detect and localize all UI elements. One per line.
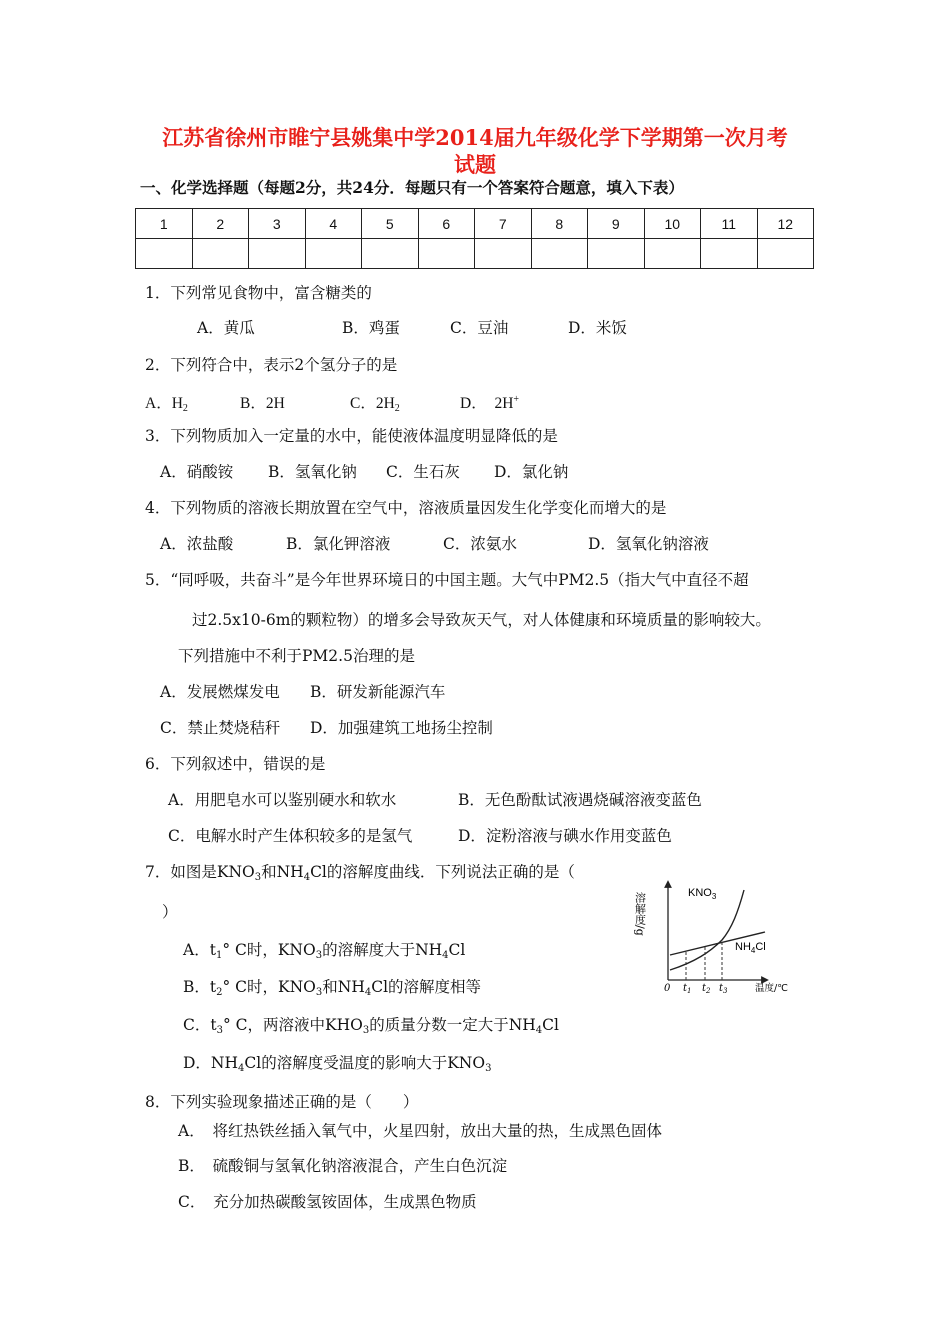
answer-cell[interactable]: [418, 239, 475, 269]
answer-header-cell: 6: [418, 209, 475, 239]
q7-a-text: A．t: [183, 941, 216, 959]
answer-cell[interactable]: [531, 239, 588, 269]
q7-a-text: 的溶解度大于NH: [322, 941, 443, 959]
question-7-stem: [145, 862, 575, 888]
q1-option-b: B．鸡蛋: [342, 319, 400, 337]
q7-c-sub: 3: [216, 1025, 223, 1036]
answer-header-cell: 10: [644, 209, 701, 239]
q7-b-sub: 4: [364, 987, 372, 998]
question-6-options-row-2: [168, 826, 672, 846]
q5-option-c: C．禁止焚烧秸秆: [160, 719, 281, 737]
x-axis-label: 温度/℃: [755, 983, 788, 994]
q2-option-a-sub: 2: [182, 403, 188, 414]
q7-a-text: ° C时，KNO: [222, 941, 316, 959]
q7-option-b: [183, 977, 481, 1003]
title-line-2: 试题: [454, 152, 496, 177]
q2-option-c-sub: 2: [394, 403, 400, 414]
q7-stem-sub: 4: [303, 872, 311, 883]
answer-cell[interactable]: [305, 239, 362, 269]
answer-table-header-row: [136, 209, 814, 239]
answer-header-cell: 1: [136, 209, 193, 239]
q3-option-c: C．生石灰: [386, 463, 460, 481]
answer-cell[interactable]: [644, 239, 701, 269]
q7-b-text: Cl的溶解度相等: [371, 978, 482, 996]
question-6-stem: 6．下列叙述中，错误的是: [145, 755, 326, 773]
answer-header-cell: 8: [531, 209, 588, 239]
q2-option-a: [145, 394, 240, 419]
answer-cell[interactable]: [588, 239, 645, 269]
q1-option-d: D．米饭: [568, 319, 627, 337]
solubility-curve-chart: [633, 880, 815, 995]
title-line-1: 江苏省徐州市睢宁县姚集中学2014届九年级化学下学期第一次月考: [162, 125, 788, 150]
answer-header-cell: 7: [475, 209, 532, 239]
q7-stem-sub: 3: [254, 872, 262, 883]
q7-b-text: B．t: [183, 978, 217, 996]
series-line-kno3: [670, 890, 744, 970]
q7-option-d: [183, 1053, 491, 1079]
answer-cell[interactable]: [362, 239, 419, 269]
q6-option-a: A．用肥皂水可以鉴别硬水和软水: [168, 791, 397, 809]
q7-d-text: D．NH: [183, 1054, 239, 1072]
answer-cell[interactable]: [249, 239, 306, 269]
q4-option-b: B．氯化钾溶液: [286, 535, 391, 553]
question-2-options: [145, 390, 519, 419]
answer-table-input-row: [136, 239, 814, 269]
question-2-stem: 2．下列符合中，表示2个氢分子的是: [145, 356, 398, 374]
q3-option-b: B．氢氧化钠: [268, 463, 357, 481]
q7-stem-text: 和NH: [261, 863, 304, 881]
answer-cell[interactable]: [701, 239, 758, 269]
question-3-options: [160, 462, 568, 482]
question-1-options: [197, 318, 627, 338]
q7-c-text: ° C，两溶液中KHO: [222, 1016, 363, 1034]
q2-option-b: B．2H: [240, 395, 285, 412]
answer-header-cell: 9: [588, 209, 645, 239]
answer-header-cell: 4: [305, 209, 362, 239]
question-4-stem: 4．下列物质的溶液长期放置在空气中，溶液质量因发生化学变化而增大的是: [145, 499, 667, 517]
q7-c-sub: 3: [362, 1025, 370, 1036]
q3-option-a: A．硝酸铵: [160, 463, 234, 481]
q6-option-b: B．无色酚酞试液遇烧碱溶液变蓝色: [458, 791, 702, 809]
q7-c-text: Cl: [542, 1016, 559, 1034]
q7-d-text: Cl的溶解度受温度的影响大于KNO: [244, 1054, 486, 1072]
question-6-options-row-1: [168, 790, 702, 810]
answer-cell[interactable]: [475, 239, 532, 269]
q2-option-d-sup: +: [513, 394, 520, 405]
q1-option-c: C．豆油: [450, 319, 509, 337]
question-5-stem-line-1: 5．“同呼吸，共奋斗”是今年世界环境日的中国主题。大气中PM2.5（指大气中直径不超: [145, 571, 749, 589]
q2-option-d-text: D． 2H: [460, 395, 514, 412]
x-tick-label: $t_1$: [683, 983, 692, 995]
q7-c-sub: 4: [535, 1025, 543, 1036]
answer-cell[interactable]: [136, 239, 193, 269]
q7-b-text: 和NH: [322, 978, 365, 996]
answer-cell[interactable]: [757, 239, 814, 269]
q5-option-d: D．加强建筑工地扬尘控制: [310, 719, 493, 737]
question-1-stem: 1．下列常见食物中，富含糖类的: [145, 284, 372, 302]
series-label-kno3: $KNO_3$: [688, 887, 717, 901]
q7-b-sub: 2: [216, 987, 223, 998]
q2-option-a-text: A．H: [145, 395, 183, 412]
q7-d-sub: 3: [485, 1063, 492, 1074]
q4-option-d: D．氢氧化钠溶液: [588, 535, 709, 553]
question-8-stem: 8．下列实验现象描述正确的是（ ）: [145, 1093, 419, 1111]
q7-stem-text: Cl的溶解度曲线．下列说法正确的是（: [310, 863, 575, 881]
question-4-options: [160, 534, 709, 554]
section-heading: 一、化学选择题（每题2分，共24分．每题只有一个答案符合题意，填入下表）: [140, 178, 684, 197]
q7-b-text: ° C时，KNO: [222, 978, 316, 996]
x-tick-label: $t_3$: [719, 983, 728, 995]
q8-option-b: B． 硫酸铜与氢氧化钠溶液混合，产生白色沉淀: [178, 1157, 508, 1175]
q7-c-text: 的质量分数一定大于NH: [369, 1016, 536, 1034]
q7-a-sub: 1: [215, 950, 223, 961]
q2-option-c-text: C．2H: [350, 395, 395, 412]
question-5-stem-line-3: 下列措施中不利于PM2.5治理的是: [178, 647, 415, 665]
q7-b-sub: 3: [315, 987, 323, 998]
answer-header-cell: 11: [701, 209, 758, 239]
q8-option-c: C． 充分加热碳酸氢铵固体，生成黑色物质: [178, 1193, 477, 1211]
q2-option-c: [350, 394, 460, 419]
q5-option-a: A．发展燃煤发电: [160, 683, 280, 701]
q7-option-c: [183, 1015, 559, 1041]
q5-option-b: B．研发新能源汽车: [310, 683, 446, 701]
q4-option-a: A．浓盐酸: [160, 535, 234, 553]
document-title: [100, 124, 850, 178]
question-5-options-row-1: [160, 682, 445, 702]
q7-d-sub: 4: [238, 1063, 245, 1074]
q8-option-a: A． 将红热铁丝插入氧气中，火星四射，放出大量的热，生成黑色固体: [178, 1122, 662, 1140]
answer-cell[interactable]: [192, 239, 249, 269]
origin-label: 0: [664, 983, 671, 994]
q1-option-a: A．黄瓜: [197, 319, 255, 337]
q7-option-a: [183, 940, 465, 966]
answer-header-cell: 3: [249, 209, 306, 239]
answer-header-cell: 12: [757, 209, 814, 239]
q7-stem-text: 7．如图是KNO: [145, 863, 255, 881]
answer-header-cell: 5: [362, 209, 419, 239]
series-label-nh4cl: $NH_4Cl$: [735, 941, 766, 955]
q2-option-d: [460, 390, 519, 414]
x-tick-label: $t_2$: [702, 983, 711, 995]
q7-a-sub: 3: [315, 950, 323, 961]
answer-table: [135, 208, 814, 269]
q7-a-text: Cl: [448, 941, 466, 959]
question-5-options-row-2: [160, 718, 493, 738]
q6-option-c: C．电解水时产生体积较多的是氢气: [168, 827, 413, 845]
question-7-stem-close: ）: [162, 903, 178, 921]
q3-option-d: D．氯化钠: [494, 463, 569, 481]
question-3-stem: 3．下列物质加入一定量的水中，能使液体温度明显降低的是: [145, 427, 558, 445]
answer-header-cell: 2: [192, 209, 249, 239]
q7-a-sub: 4: [442, 950, 449, 961]
y-axis-label: 溶解度/g: [633, 892, 647, 936]
q7-c-text: C．t: [183, 1016, 217, 1034]
q6-option-d: D．淀粉溶液与碘水作用变蓝色: [458, 827, 672, 845]
question-5-stem-line-2: 过2.5x10-6m的颗粒物）的增多会导致灰天气，对人体健康和环境质量的影响较大。: [192, 611, 771, 629]
q4-option-c: C．浓氨水: [443, 535, 517, 553]
x-tick-labels: [683, 983, 728, 995]
